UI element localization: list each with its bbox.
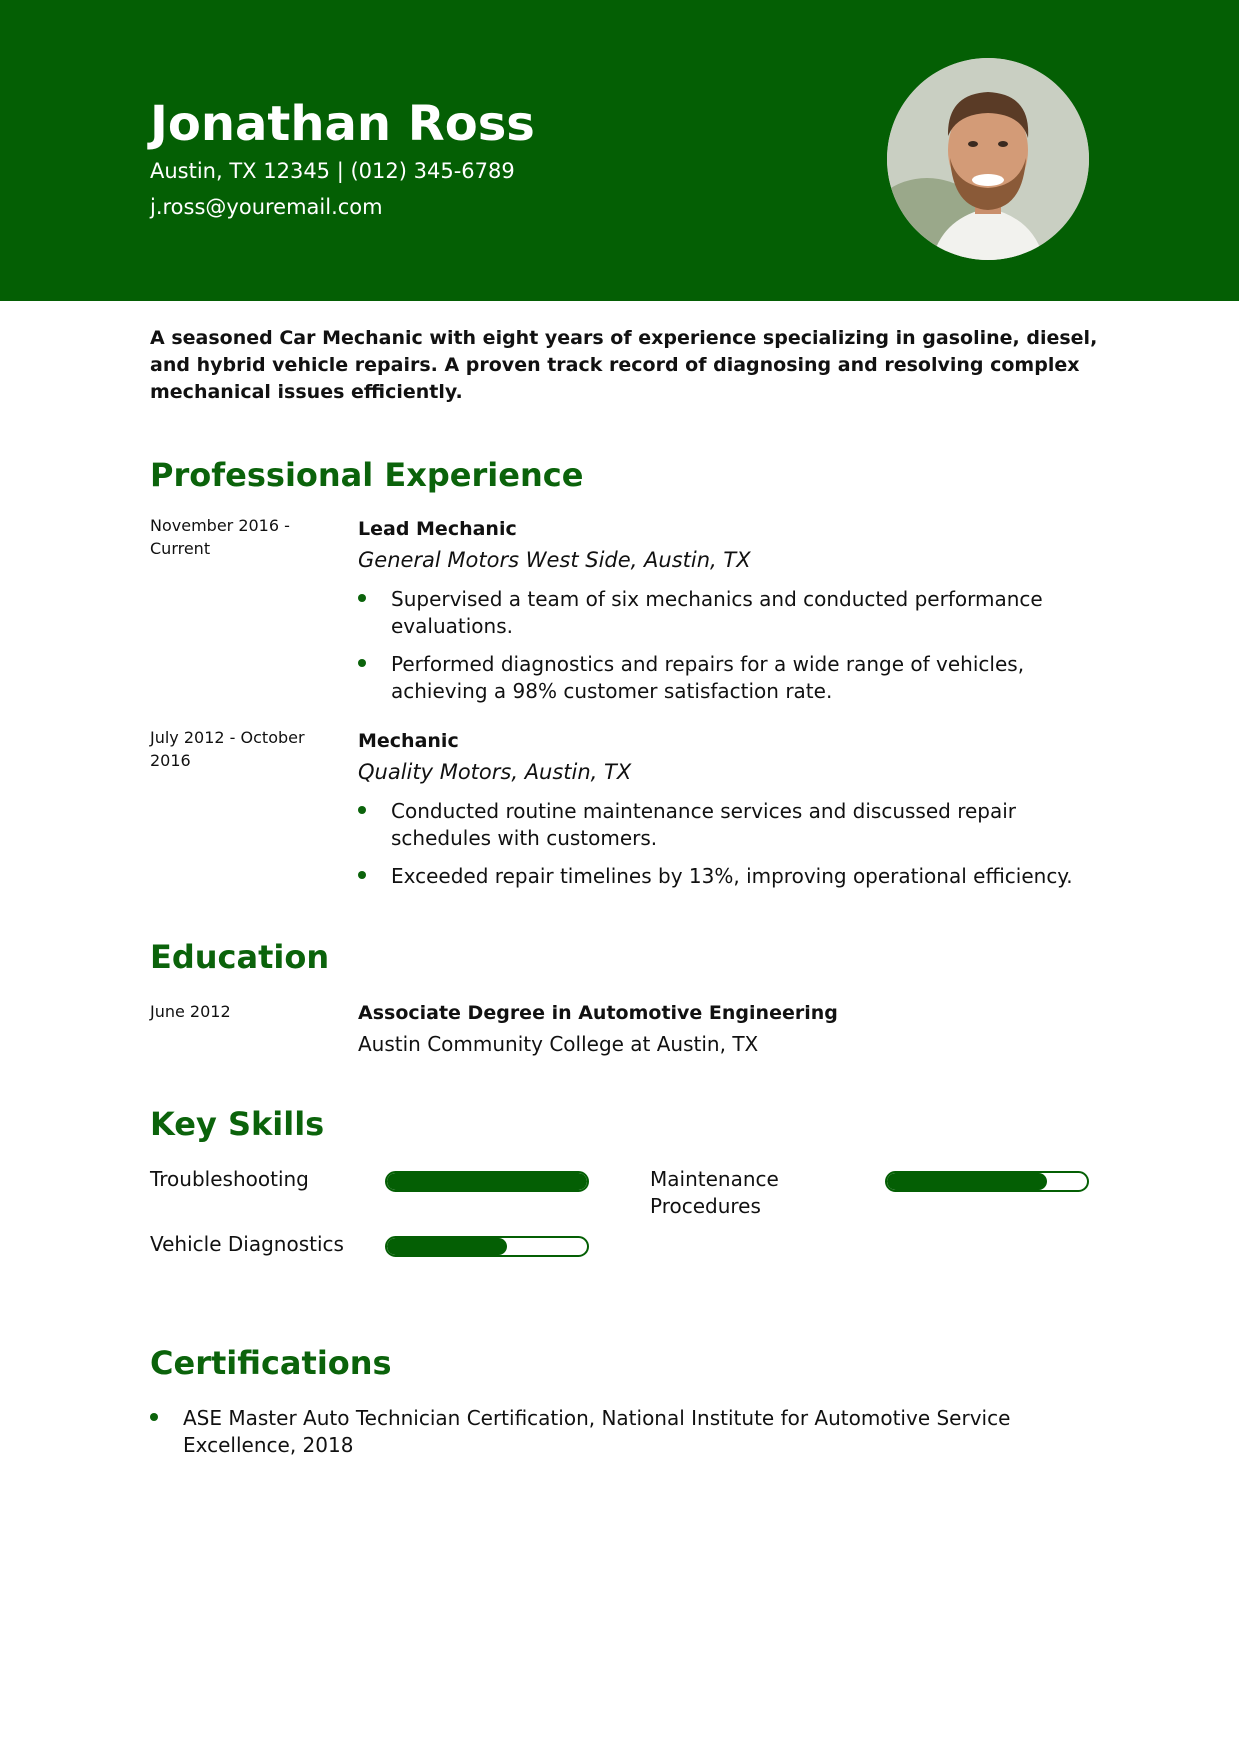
address-phone: Austin, TX 12345 | (012) 345-6789	[150, 159, 515, 183]
bullet-dot	[358, 806, 366, 814]
education-date: June 2012	[150, 1002, 231, 1021]
bullet-dot	[358, 594, 366, 602]
job-bullet: Supervised a team of six mechanics and conducted performance evaluations.	[391, 587, 1043, 638]
bullet-dot	[358, 871, 366, 879]
certifications-heading: Certifications	[150, 1344, 392, 1382]
skill-bar-fill	[887, 1173, 1047, 1190]
skill-bar-fill	[387, 1173, 587, 1190]
profile-photo	[887, 58, 1089, 260]
job-dates: November 2016 - Current	[150, 516, 290, 558]
job-role: Lead Mechanic	[358, 518, 517, 540]
education-heading: Education	[150, 938, 330, 976]
skill-label: Troubleshooting	[150, 1167, 309, 1191]
job-company: General Motors West Side, Austin, TX	[358, 548, 751, 572]
email-address: j.ross@youremail.com	[150, 195, 383, 219]
bullet-dot	[358, 659, 366, 667]
education-school: Austin Community College at Austin, TX	[358, 1032, 759, 1056]
skill-bar	[885, 1171, 1089, 1192]
job-bullet: Exceeded repair timelines by 13%, improving operational efficiency.	[391, 864, 1073, 888]
skill-label: Maintenance Procedures	[650, 1167, 779, 1218]
skill-bar	[385, 1236, 589, 1257]
skill-label: Vehicle Diagnostics	[150, 1232, 344, 1256]
job-dates: July 2012 - October 2016	[150, 728, 305, 770]
education-degree: Associate Degree in Automotive Engineering	[358, 1002, 838, 1024]
skills-heading: Key Skills	[150, 1105, 325, 1143]
job-role: Mechanic	[358, 730, 459, 752]
bullet-dot	[150, 1413, 158, 1421]
header-banner	[0, 0, 1239, 301]
experience-heading: Professional Experience	[150, 456, 584, 494]
job-company: Quality Motors, Austin, TX	[358, 760, 632, 784]
skill-bar	[385, 1171, 589, 1192]
skill-bar-fill	[387, 1238, 507, 1255]
candidate-name: Jonathan Ross	[150, 96, 535, 152]
job-bullet: Performed diagnostics and repairs for a wide range of vehicles, achieving a 98% customer satisfaction rate.	[391, 652, 1025, 703]
certification-item: ASE Master Auto Technician Certification, National Institute for Automotive Service Excellence, 2018	[183, 1406, 1011, 1457]
professional-summary: A seasoned Car Mechanic with eight years of experience specializing in gasoline, diesel, and hybrid vehicle repairs. A proven track record of diagnosing and resolving complex mechanical issues efficiently.	[150, 327, 1098, 403]
job-bullet: Conducted routine maintenance services and discussed repair schedules with customers.	[391, 799, 1017, 850]
